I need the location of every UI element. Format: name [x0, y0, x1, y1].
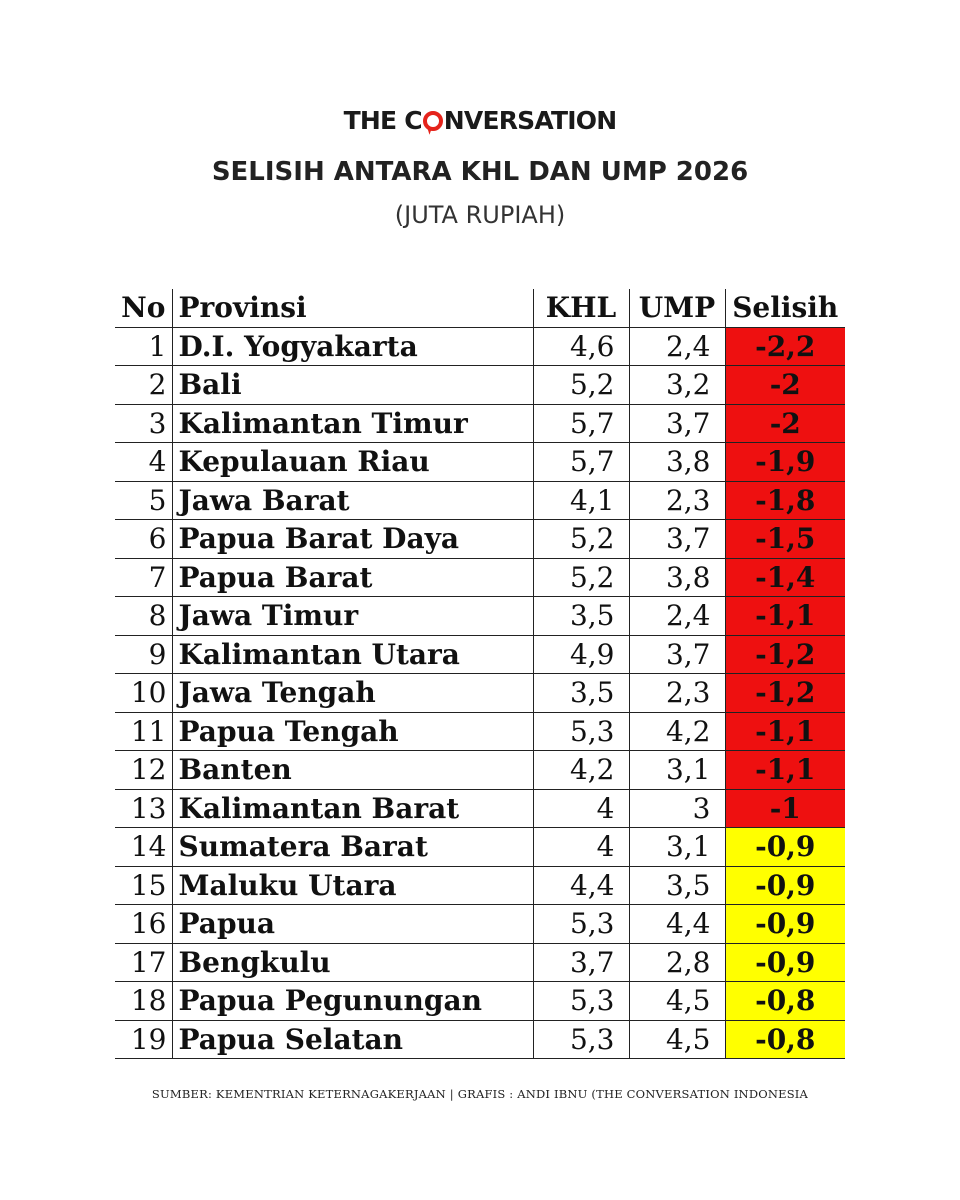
cell-selisih: -1 [725, 789, 845, 828]
cell-khl: 4,4 [533, 866, 629, 905]
cell-khl: 3,5 [533, 674, 629, 713]
cell-ump: 3,1 [629, 751, 725, 790]
cell-ump: 4,5 [629, 1020, 725, 1059]
table-row [115, 635, 845, 674]
logo-text-left: THE C [343, 106, 422, 135]
cell-selisih: -1,9 [725, 443, 845, 482]
cell-no: 5 [115, 481, 172, 520]
cell-selisih: -0,8 [725, 982, 845, 1021]
cell-khl: 5,2 [533, 558, 629, 597]
cell-provinsi: Jawa Barat [172, 481, 533, 520]
cell-khl: 3,5 [533, 597, 629, 636]
cell-no: 4 [115, 443, 172, 482]
cell-khl: 5,7 [533, 404, 629, 443]
cell-ump: 3 [629, 789, 725, 828]
cell-khl: 3,7 [533, 943, 629, 982]
cell-provinsi: Papua Selatan [172, 1020, 533, 1059]
cell-selisih: -1,4 [725, 558, 845, 597]
column-header-selisih: Selisih [725, 289, 845, 327]
chart-title: SELISIH ANTARA KHL DAN UMP 2026 [211, 157, 749, 187]
table-row [115, 866, 845, 905]
column-header-provinsi: Provinsi [172, 289, 533, 327]
cell-khl: 4 [533, 789, 629, 828]
cell-khl: 4,6 [533, 327, 629, 366]
cell-khl: 5,2 [533, 520, 629, 559]
table-row [115, 520, 845, 559]
cell-provinsi: Bali [172, 366, 533, 405]
cell-selisih: -1,2 [725, 674, 845, 713]
cell-ump: 3,1 [629, 828, 725, 867]
cell-ump: 3,8 [629, 443, 725, 482]
cell-selisih: -0,9 [725, 943, 845, 982]
table-row [115, 597, 845, 636]
table-body [115, 327, 845, 1059]
table-row [115, 828, 845, 867]
cell-khl: 4,2 [533, 751, 629, 790]
data-table [115, 289, 845, 1059]
cell-ump: 2,4 [629, 327, 725, 366]
cell-no: 9 [115, 635, 172, 674]
cell-ump: 3,2 [629, 366, 725, 405]
table-row [115, 558, 845, 597]
cell-provinsi: Jawa Tengah [172, 674, 533, 713]
table-row [115, 789, 845, 828]
cell-provinsi: Kalimantan Utara [172, 635, 533, 674]
cell-no: 7 [115, 558, 172, 597]
cell-ump: 3,5 [629, 866, 725, 905]
speech-bubble-icon [423, 111, 443, 131]
cell-khl: 4,9 [533, 635, 629, 674]
cell-ump: 4,4 [629, 905, 725, 944]
cell-no: 14 [115, 828, 172, 867]
cell-provinsi: Papua [172, 905, 533, 944]
cell-provinsi: Maluku Utara [172, 866, 533, 905]
cell-no: 15 [115, 866, 172, 905]
cell-selisih: -0,9 [725, 866, 845, 905]
cell-no: 10 [115, 674, 172, 713]
cell-khl: 5,7 [533, 443, 629, 482]
cell-provinsi: Papua Pegunungan [172, 982, 533, 1021]
cell-no: 17 [115, 943, 172, 982]
chart-subtitle: (JUTA RUPIAH) [394, 201, 566, 229]
cell-no: 11 [115, 712, 172, 751]
cell-ump: 3,7 [629, 635, 725, 674]
table-row [115, 982, 845, 1021]
cell-ump: 3,7 [629, 520, 725, 559]
cell-khl: 4,1 [533, 481, 629, 520]
cell-selisih: -0,8 [725, 1020, 845, 1059]
cell-selisih: -2 [725, 366, 845, 405]
cell-provinsi: Banten [172, 751, 533, 790]
cell-khl: 4 [533, 828, 629, 867]
cell-provinsi: Sumatera Barat [172, 828, 533, 867]
table-row [115, 943, 845, 982]
cell-ump: 3,8 [629, 558, 725, 597]
cell-provinsi: Kalimantan Barat [172, 789, 533, 828]
table-row [115, 712, 845, 751]
table-row [115, 751, 845, 790]
cell-ump: 2,4 [629, 597, 725, 636]
cell-ump: 2,3 [629, 674, 725, 713]
cell-no: 6 [115, 520, 172, 559]
cell-no: 2 [115, 366, 172, 405]
logo-text-right: NVERSATION [443, 106, 617, 135]
cell-provinsi: Papua Barat [172, 558, 533, 597]
cell-no: 19 [115, 1020, 172, 1059]
table-row [115, 1020, 845, 1059]
table-row [115, 443, 845, 482]
cell-no: 13 [115, 789, 172, 828]
cell-provinsi: Papua Tengah [172, 712, 533, 751]
cell-provinsi: Papua Barat Daya [172, 520, 533, 559]
cell-provinsi: Bengkulu [172, 943, 533, 982]
cell-khl: 5,3 [533, 1020, 629, 1059]
cell-no: 1 [115, 327, 172, 366]
cell-no: 18 [115, 982, 172, 1021]
table-row [115, 481, 845, 520]
cell-selisih: -2 [725, 404, 845, 443]
table-header-row [115, 289, 845, 327]
the-conversation-logo [0, 104, 960, 138]
cell-selisih: -1,1 [725, 712, 845, 751]
cell-provinsi: Jawa Timur [172, 597, 533, 636]
cell-khl: 5,3 [533, 982, 629, 1021]
cell-ump: 3,7 [629, 404, 725, 443]
cell-khl: 5,3 [533, 905, 629, 944]
cell-ump: 2,3 [629, 481, 725, 520]
cell-selisih: -0,9 [725, 905, 845, 944]
cell-ump: 2,8 [629, 943, 725, 982]
cell-provinsi: Kepulauan Riau [172, 443, 533, 482]
cell-selisih: -2,2 [725, 327, 845, 366]
cell-provinsi: Kalimantan Timur [172, 404, 533, 443]
cell-khl: 5,2 [533, 366, 629, 405]
cell-no: 12 [115, 751, 172, 790]
table-row [115, 404, 845, 443]
table-row [115, 366, 845, 405]
source-credit: SUMBER: KEMENTRIAN KETERNAGAKERJAAN | GRAFIS : ANDI IBNU (THE CONVERSATION INDONESIA [151, 1087, 809, 1101]
cell-selisih: -0,9 [725, 828, 845, 867]
cell-selisih: -1,2 [725, 635, 845, 674]
cell-no: 3 [115, 404, 172, 443]
cell-ump: 4,2 [629, 712, 725, 751]
column-header-ump: UMP [629, 289, 725, 327]
cell-selisih: -1,1 [725, 597, 845, 636]
table-row [115, 327, 845, 366]
column-header-no: No [115, 289, 172, 327]
table-row [115, 905, 845, 944]
cell-ump: 4,5 [629, 982, 725, 1021]
cell-khl: 5,3 [533, 712, 629, 751]
table-row [115, 674, 845, 713]
cell-selisih: -1,1 [725, 751, 845, 790]
cell-provinsi: D.I. Yogyakarta [172, 327, 533, 366]
cell-selisih: -1,5 [725, 520, 845, 559]
cell-no: 16 [115, 905, 172, 944]
cell-selisih: -1,8 [725, 481, 845, 520]
column-header-khl: KHL [533, 289, 629, 327]
cell-no: 8 [115, 597, 172, 636]
